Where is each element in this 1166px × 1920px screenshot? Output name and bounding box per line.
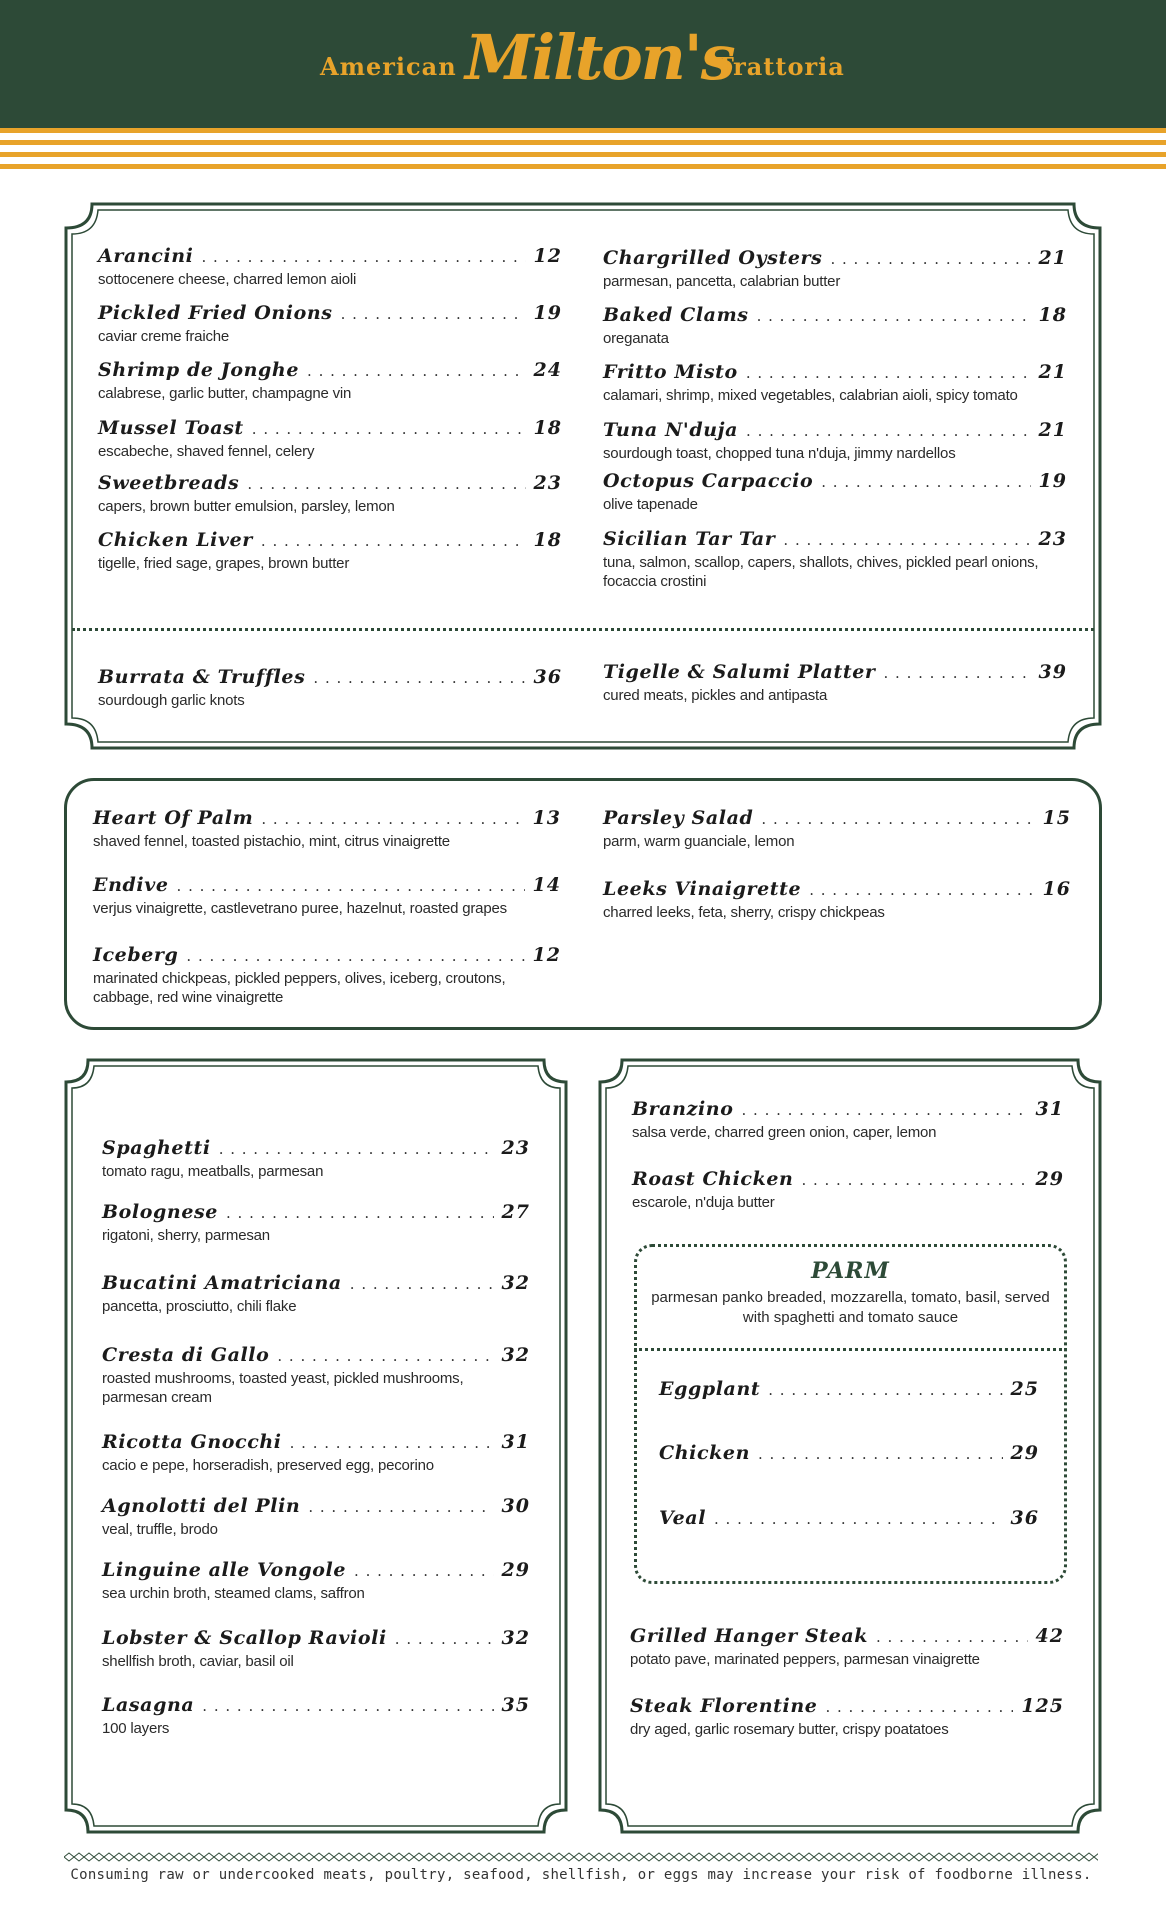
leader-dots [714, 1507, 1003, 1531]
leader-dots [290, 1431, 494, 1455]
menu-item [102, 1136, 530, 1181]
menu-item [102, 1271, 530, 1316]
item-price: 15 [1042, 807, 1071, 829]
item-price: 19 [533, 302, 562, 324]
leader-dots [746, 419, 1031, 443]
item-name: Heart Of Palm [93, 807, 254, 829]
menu-item [93, 943, 561, 1007]
leader-dots [277, 1344, 493, 1368]
item-description: shaved fennel, toasted pistachio, mint, citrus vinaigrette [93, 833, 450, 850]
menu-item [603, 527, 1067, 591]
item-price: 27 [501, 1201, 530, 1223]
item-name: Shrimp de Jonghe [98, 359, 300, 381]
parm-title: PARM [811, 1258, 890, 1284]
menu-item [98, 665, 562, 710]
leader-dots [884, 661, 1031, 685]
item-name: Mussel Toast [98, 417, 244, 439]
item-name: Linguine alle Vongole [102, 1559, 347, 1581]
leader-dots [757, 304, 1031, 328]
stripe [0, 152, 1166, 157]
item-name: Tigelle & Salumi Platter [603, 661, 876, 683]
leader-dots [783, 528, 1030, 552]
leader-dots [202, 1694, 493, 1718]
leader-dots [758, 1442, 1003, 1466]
item-price: 12 [532, 944, 561, 966]
item-name: Pickled Fried Onions [98, 302, 333, 324]
item-name: Sweetbreads [98, 472, 240, 494]
item-description: tigelle, fried sage, grapes, brown butter [98, 555, 350, 572]
menu-item [603, 660, 1067, 705]
item-price: 18 [1038, 304, 1067, 326]
menu-item [93, 806, 561, 851]
item-price: 25 [1010, 1378, 1039, 1400]
menu-item [98, 416, 562, 461]
leader-dots [768, 1378, 1002, 1402]
menu-item [603, 469, 1067, 514]
item-name: Octopus Carpaccio [603, 470, 814, 492]
leader-dots [186, 944, 524, 968]
leader-dots [226, 1201, 494, 1225]
leader-dots [830, 247, 1030, 271]
item-name: Agnolotti del Plin [102, 1495, 301, 1517]
item-description: charred leeks, feta, sherry, crispy chickpeas [603, 904, 885, 921]
leader-dots [825, 1695, 1013, 1719]
leader-dots [261, 529, 526, 553]
item-name: Branzino [632, 1098, 734, 1120]
leader-dots [252, 417, 526, 441]
header-stripes [0, 128, 1166, 178]
item-price: 39 [1038, 661, 1067, 683]
item-name: Fritto Misto [603, 361, 738, 383]
menu-item [98, 528, 562, 573]
item-description: rigatoni, sherry, parmesan [102, 1227, 270, 1244]
item-name: Chicken Liver [98, 529, 253, 551]
item-name: Arancini [98, 245, 194, 267]
item-price: 12 [533, 245, 562, 267]
menu-item [659, 1506, 1039, 1531]
leader-dots [247, 472, 525, 496]
item-description: olive tapenade [603, 496, 698, 513]
header-trattoria: Trattoria [716, 52, 845, 81]
item-description: escarole, n'duja butter [632, 1194, 775, 1211]
item-name: Steak Florentine [630, 1695, 818, 1717]
item-description: parm, warm guanciale, lemon [603, 833, 795, 850]
menu-item [632, 1167, 1064, 1212]
item-name: Spaghetti [102, 1137, 211, 1159]
item-price: 23 [501, 1137, 530, 1159]
item-name: Endive [93, 874, 169, 896]
leader-dots [746, 361, 1031, 385]
menu-item [102, 1558, 530, 1603]
menu-item [98, 358, 562, 403]
leader-dots [350, 1272, 494, 1296]
stripe [0, 164, 1166, 169]
item-name: Chicken [659, 1442, 750, 1464]
menu-item [102, 1430, 530, 1475]
stripe [0, 128, 1166, 133]
leader-dots [219, 1137, 494, 1161]
menu-item [93, 873, 561, 918]
menu-item [102, 1343, 530, 1407]
miltons-logo: Milton's [465, 21, 734, 94]
parm-description: parmesan panko breaded, mozzarella, tomato, basil, served with spaghetti and tomato sauce [651, 1289, 1050, 1326]
item-description: calamari, shrimp, mixed vegetables, calabrian aioli, spicy tomato [603, 387, 1018, 404]
item-name: Eggplant [659, 1378, 761, 1400]
item-price: 14 [532, 874, 561, 896]
item-price: 32 [501, 1272, 530, 1294]
menu-item [603, 418, 1067, 463]
item-price: 36 [533, 666, 562, 688]
foodborne-illness-disclaimer: Consuming raw or undercooked meats, poultry, seafood, shellfish, or eggs may increase your risk of foodborne illness. [70, 1867, 1092, 1883]
leader-dots [821, 470, 1030, 494]
item-description: veal, truffle, brodo [102, 1521, 218, 1538]
section-divider [72, 628, 1094, 631]
item-name: Leeks Vinaigrette [603, 878, 802, 900]
item-description: salsa verde, charred green onion, caper, lemon [632, 1124, 937, 1141]
item-name: Bolognese [102, 1201, 218, 1223]
item-price: 32 [501, 1344, 530, 1366]
leader-dots [308, 1495, 493, 1519]
item-name: Roast Chicken [632, 1168, 794, 1190]
leader-dots [307, 359, 526, 383]
menu-item [603, 303, 1067, 348]
item-price: 13 [532, 807, 561, 829]
header-american: American [320, 52, 457, 81]
leader-dots [876, 1625, 1028, 1649]
item-price: 31 [1035, 1098, 1064, 1120]
item-description: oreganata [603, 330, 669, 347]
menu-item [102, 1626, 530, 1671]
item-name: Lobster & Scallop Ravioli [102, 1627, 387, 1649]
item-description: sourdough garlic knots [98, 692, 245, 709]
leader-dots [261, 807, 524, 831]
item-price: 21 [1038, 361, 1067, 383]
item-name: Chargrilled Oysters [603, 247, 823, 269]
leader-dots [742, 1098, 1028, 1122]
item-price: 24 [533, 359, 562, 381]
item-description: tomato ragu, meatballs, parmesan [102, 1163, 324, 1180]
item-description: sourdough toast, chopped tuna n'duja, jimmy nardellos [603, 445, 956, 462]
item-description: verjus vinaigrette, castlevetrano puree, hazelnut, roasted grapes [93, 900, 507, 917]
item-price: 23 [533, 472, 562, 494]
item-name: Cresta di Gallo [102, 1344, 270, 1366]
item-price: 35 [501, 1694, 530, 1716]
header-banner [0, 0, 1166, 128]
decorative-chain-border [64, 1852, 1098, 1862]
menu-item [630, 1694, 1064, 1739]
item-price: 23 [1038, 528, 1067, 550]
item-price: 125 [1021, 1695, 1064, 1717]
leader-dots [354, 1559, 494, 1583]
item-description: escabeche, shaved fennel, celery [98, 443, 315, 460]
item-description: sottocenere cheese, charred lemon aioli [98, 271, 357, 288]
item-name: Bucatini Amatriciana [102, 1272, 342, 1294]
leader-dots [395, 1627, 494, 1651]
item-name: Baked Clams [603, 304, 749, 326]
item-name: Lasagna [102, 1694, 195, 1716]
menu-item [98, 471, 562, 516]
stripe [0, 140, 1166, 145]
item-description: marinated chickpeas, pickled peppers, olives, iceberg, croutons, cabbage, red wine vinaigrette [93, 970, 506, 1006]
item-description: calabrese, garlic butter, champagne vin [98, 385, 352, 402]
item-description: parmesan, pancetta, calabrian butter [603, 273, 841, 290]
item-price: 18 [533, 529, 562, 551]
item-price: 29 [1010, 1442, 1039, 1464]
item-name: Sicilian Tar Tar [603, 528, 776, 550]
leader-dots [809, 878, 1034, 902]
leader-dots [801, 1168, 1027, 1192]
item-description: shellfish broth, caviar, basil oil [102, 1653, 294, 1670]
item-description: 100 layers [102, 1720, 170, 1737]
item-price: 32 [501, 1627, 530, 1649]
item-description: tuna, salmon, scallop, capers, shallots, chives, pickled pearl onions, focaccia crostini [603, 554, 1039, 590]
item-name: Burrata & Truffles [98, 666, 306, 688]
item-description: cacio e pepe, horseradish, preserved egg, pecorino [102, 1457, 434, 1474]
item-description: capers, brown butter emulsion, parsley, lemon [98, 498, 395, 515]
item-price: 21 [1038, 247, 1067, 269]
item-description: caviar creme fraiche [98, 328, 230, 345]
item-name: Grilled Hanger Steak [630, 1625, 869, 1647]
leader-dots [202, 245, 526, 269]
parm-divider [634, 1348, 1067, 1351]
item-name: Tuna N'duja [603, 419, 739, 441]
item-description: pancetta, prosciutto, chili flake [102, 1298, 297, 1315]
leader-dots [761, 807, 1034, 831]
menu-item [98, 244, 562, 289]
menu-item [659, 1441, 1039, 1466]
leader-dots [177, 874, 525, 898]
item-description: dry aged, garlic rosemary butter, crispy poatatoes [630, 1721, 949, 1738]
item-price: 19 [1038, 470, 1067, 492]
item-description: roasted mushrooms, toasted yeast, pickled mushrooms, parmesan cream [102, 1370, 464, 1406]
menu-item [659, 1377, 1039, 1402]
leader-dots [313, 666, 525, 690]
menu-item [603, 877, 1071, 922]
menu-item [603, 360, 1067, 405]
item-price: 16 [1042, 878, 1071, 900]
menu-item [603, 246, 1067, 291]
item-price: 36 [1010, 1507, 1039, 1529]
item-price: 29 [1035, 1168, 1064, 1190]
item-description: sea urchin broth, steamed clams, saffron [102, 1585, 365, 1602]
menu-item [102, 1200, 530, 1245]
item-price: 30 [501, 1495, 530, 1517]
item-price: 42 [1035, 1625, 1064, 1647]
item-price: 18 [533, 417, 562, 439]
menu-item [632, 1097, 1064, 1142]
item-name: Iceberg [93, 944, 179, 966]
item-name: Ricotta Gnocchi [102, 1431, 282, 1453]
item-description: cured meats, pickles and antipasta [603, 687, 828, 704]
item-price: 29 [501, 1559, 530, 1581]
item-name: Veal [659, 1507, 707, 1529]
item-description: potato pave, marinated peppers, parmesan vinaigrette [630, 1651, 980, 1668]
menu-item [630, 1624, 1064, 1669]
menu-item [102, 1693, 530, 1738]
item-price: 31 [501, 1431, 530, 1453]
item-price: 21 [1038, 419, 1067, 441]
item-name: Parsley Salad [603, 807, 754, 829]
menu-item [102, 1494, 530, 1539]
menu-item [98, 301, 562, 346]
menu-item [603, 806, 1071, 851]
leader-dots [341, 302, 526, 326]
